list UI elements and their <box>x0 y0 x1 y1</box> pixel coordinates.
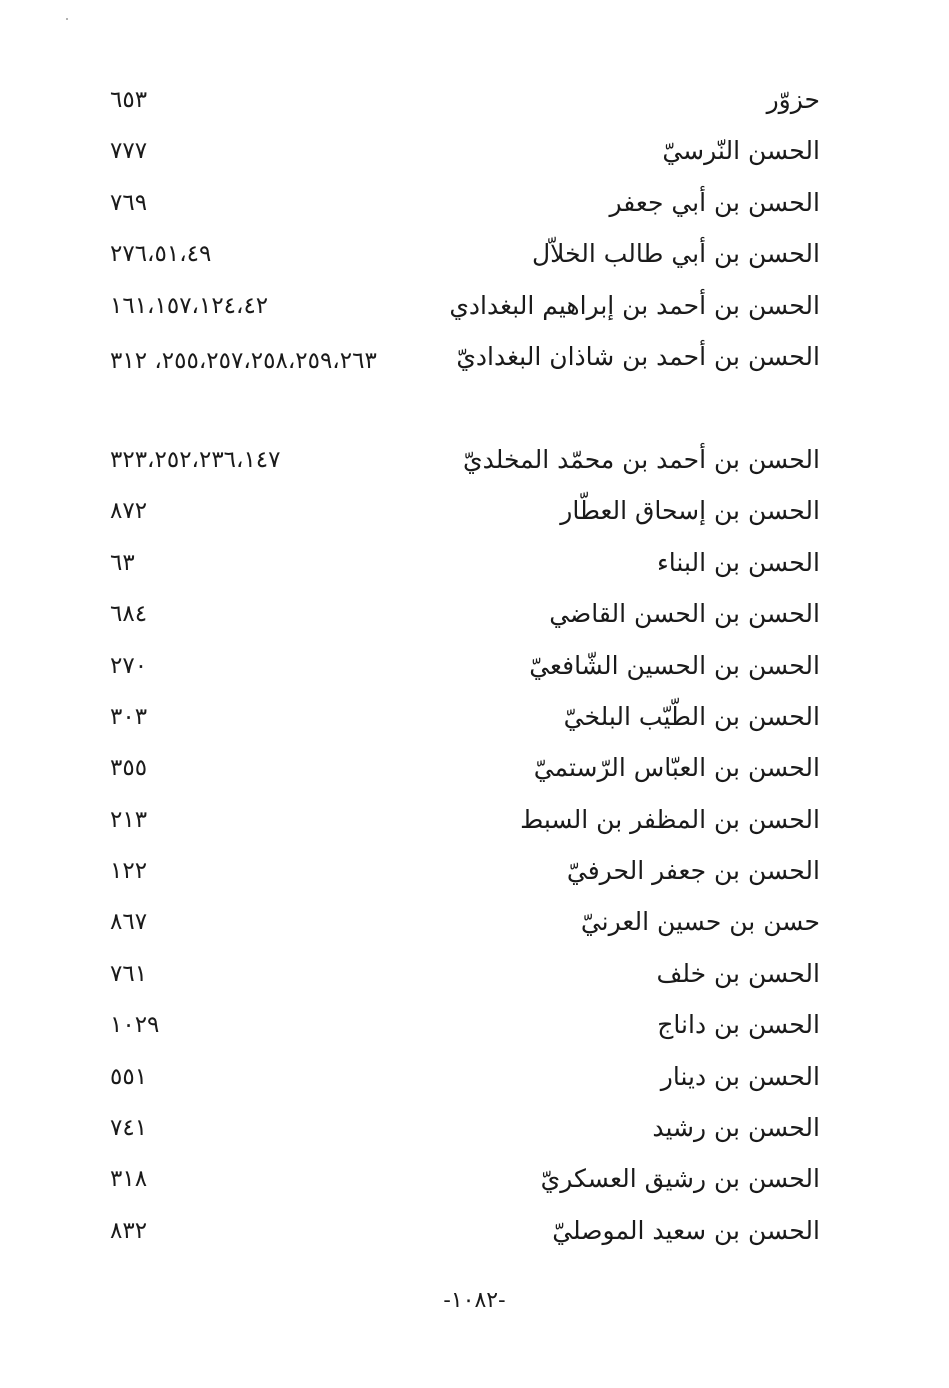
entry-name: الحسن بن إسحاق العطّار <box>560 496 820 526</box>
index-entry <box>110 590 820 641</box>
scan-speck <box>66 18 68 20</box>
index-entry <box>110 76 820 127</box>
index-entry <box>110 487 820 538</box>
index-entry <box>110 744 820 795</box>
entry-name: الحسن بن المظفر بن السبط <box>520 804 820 834</box>
index-entry <box>110 1053 820 1104</box>
entry-name: الحسن بن رشيق العسكريّ <box>540 1164 820 1194</box>
entry-page-refs: ٦٣ <box>110 549 135 576</box>
index-entry <box>110 1155 820 1206</box>
entry-name: الحسن بن داناج <box>657 1010 820 1040</box>
index-entry <box>110 539 820 590</box>
index-entry <box>110 1001 820 1052</box>
index-entry <box>110 642 820 693</box>
index-entry <box>110 282 820 333</box>
index-entry <box>110 847 820 898</box>
index-entry <box>110 898 820 949</box>
entry-page-refs: ٧٦١ <box>110 960 148 987</box>
entry-page-refs: ٨٧٢ <box>110 498 148 525</box>
index-entry <box>110 179 820 230</box>
entry-page-refs: ٧٤١ <box>110 1115 148 1142</box>
entry-name: الحسن بن العبّاس الرّستميّ <box>533 753 820 783</box>
page-number: -١٠٨٢- <box>443 1288 506 1313</box>
entry-page-refs: ٥٥١ <box>110 1063 148 1090</box>
entry-name: الحسن بن الطّيّب البلخيّ <box>563 701 820 731</box>
entry-page-refs: ١٠٢٩ <box>110 1012 160 1039</box>
entry-name: الحسن بن أحمد بن إبراهيم البغدادي <box>449 290 820 320</box>
index-entry <box>110 1104 820 1155</box>
entry-page-refs: ٦٨٤ <box>110 601 148 628</box>
index-entry <box>110 436 820 487</box>
entry-page-refs: ٣٢٣،٢٥٢،٢٣٦،١٤٧ <box>110 446 281 473</box>
entry-page-refs: ٣١٨ <box>110 1166 148 1193</box>
entry-page-refs: ٧٦٩ <box>110 189 148 216</box>
entry-name: الحسن بن جعفر الحرفيّ <box>566 856 820 886</box>
index-entry <box>110 333 820 436</box>
entry-page-refs: ١٢٢ <box>110 858 148 885</box>
entry-name: الحسن بن أبي طالب الخلاّل <box>531 239 820 269</box>
entry-name: الحسن بن رشيد <box>652 1113 820 1143</box>
entry-page-refs: ٢٧٦،٥١،٤٩ <box>110 241 212 268</box>
entry-page-refs: ٨٦٧ <box>110 909 148 936</box>
entry-name: الحسن بن أحمد بن محمّد المخلديّ <box>463 444 820 474</box>
index-entry <box>110 950 820 1001</box>
entry-name: الحسن بن البناء <box>657 547 820 577</box>
entry-name: حسن بن حسين العرنيّ <box>580 907 820 937</box>
entry-name: الحسن النّرسيّ <box>662 136 820 166</box>
index-entry <box>110 230 820 281</box>
entry-page-refs: ٣٥٥ <box>110 755 148 782</box>
entry-page-refs: ٦٥٣ <box>110 87 148 113</box>
entry-name: الحسن بن الحسن القاضي <box>549 599 820 629</box>
index-entry <box>110 796 820 847</box>
entry-page-refs: ٢١٣ <box>110 806 148 833</box>
entry-name: الحسن بن سعيد الموصليّ <box>552 1215 820 1245</box>
entry-name: الحسن بن أبي جعفر <box>609 187 820 217</box>
index-entry <box>110 1207 820 1258</box>
index-entry <box>110 693 820 744</box>
entry-page-refs: ٣٠٣ <box>110 703 148 730</box>
entry-page-refs: ٨٣٢ <box>110 1217 148 1244</box>
entry-page-refs: ٧٧٧ <box>110 138 148 165</box>
entry-name: الحسن بن خلف <box>656 958 820 988</box>
entry-name: حزوّر <box>766 85 820 114</box>
entry-page-refs: ٢٥٥،٢٥٧،٢٥٨،٢٥٩،٢٦٣، ٣١٢ <box>110 347 377 374</box>
entry-page-refs: ٢٧٠ <box>110 652 148 679</box>
entry-name: الحسن بن أحمد بن شاذان البغداديّ <box>456 341 820 371</box>
entry-name: الحسن بن الحسين الشّافعيّ <box>529 650 820 680</box>
name-index-list <box>110 76 820 1258</box>
entry-name: الحسن بن دينار <box>660 1061 820 1091</box>
index-entry <box>110 127 820 178</box>
entry-page-refs: ١٦١،١٥٧،١٢٤،٤٢ <box>110 292 269 319</box>
